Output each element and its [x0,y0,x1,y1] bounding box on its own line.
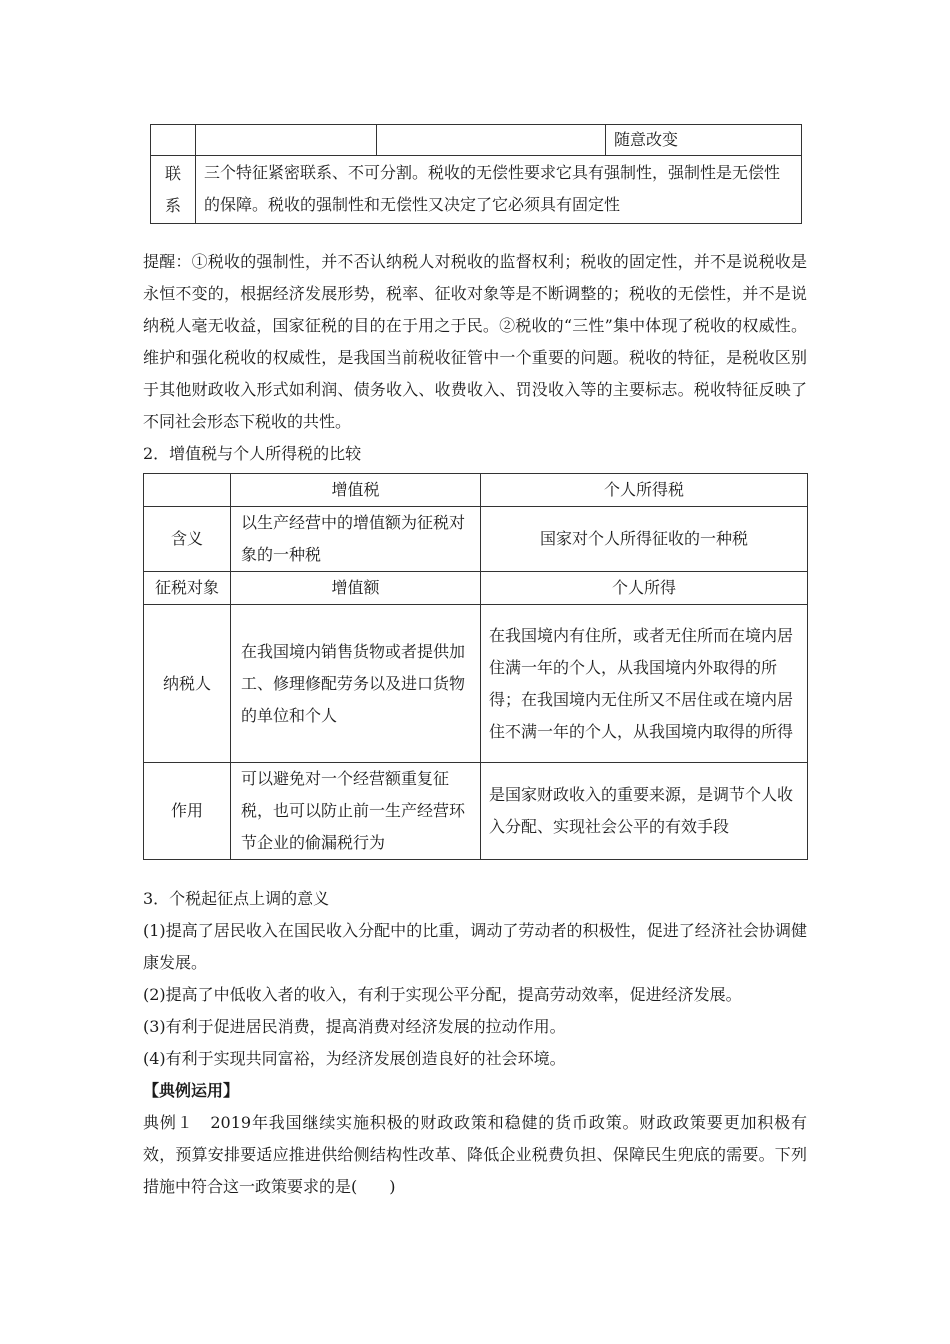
table-row [144,572,808,605]
row-label: 纳税人 [144,605,231,763]
section-3-item: (3)有利于促进居民消费，提高消费对经济发展的拉动作用。 [143,1017,566,1036]
table-row [151,156,802,224]
table-cell [377,125,606,156]
vat-cell: 增值额 [231,572,481,605]
vat-vs-pit-table [143,473,808,860]
tax-features-table [150,124,802,224]
pit-cell: 个人所得 [481,572,808,605]
lianxi-label: 联 系 [151,156,196,224]
row-label: 作用 [144,763,231,860]
section-3-item: (4)有利于实现共同富裕，为经济发展创造良好的社会环境。 [143,1049,566,1068]
table-header-cell: 增值税 [231,474,481,507]
table-row [151,125,802,156]
row-label: 含义 [144,507,231,572]
vat-cell: 以生产经营中的增值额为征税对象的一种税 [231,507,481,572]
table-cell: 随意改变 [606,125,802,156]
table-header-row [144,474,808,507]
vat-cell: 在我国境内销售货物或者提供加工、修理修配劳务以及进口货物的单位和个人 [231,605,481,763]
table-header-cell: 个人所得税 [481,474,808,507]
table-cell [151,125,196,156]
section-3-item: (1)提高了居民收入在国民收入分配中的比重，调动了劳动者的积极性，促进了经济社会协调健康发展。 [143,921,807,972]
section-2-title: 2．增值税与个人所得税的比较 [143,444,362,463]
tip-paragraph: 提醒：①税收的强制性，并不否认纳税人对税收的监督权利；税收的固定性，并不是说税收是永恒不变的，根据经济发展形势，税率、征收对象等是不断调整的；税收的无偿性，并不是说纳税人毫无收益，国家征税的目的在于用之于民。②税收的“三性”集中体现了税收的权威性。维护和强化税收的权威性，是我国当前税收征管中一个重要的问题。税收的特征，是税收区别于其他财政收入形式如利润、债务收入、收费收入、罚没收入等的主要标志。税收特征反映了不同社会形态下税收的共性。 [143,252,807,431]
section-3-item: (2)提高了中低收入者的收入，有利于实现公平分配，提高劳动效率，促进经济发展。 [143,985,742,1004]
pit-cell: 是国家财政收入的重要来源，是调节个人收入分配、实现社会公平的有效手段 [481,763,808,860]
lianxi-text: 三个特征紧密联系、不可分割。税收的无偿性要求它具有强制性，强制性是无偿性的保障。税收的强制性和无偿性又决定了它必须具有固定性 [196,156,802,224]
pit-cell: 在我国境内有住所，或者无住所而在境内居住满一年的个人，从我国境内外取得的所得；在我国境内无住所又不居住或在境内居住不满一年的个人，从我国境内取得的所得 [481,605,808,763]
vat-cell: 可以避免对一个经营额重复征税，也可以防止前一生产经营环节企业的偷漏税行为 [231,763,481,860]
table-row [144,763,808,860]
table-row [144,507,808,572]
table-header-cell [144,474,231,507]
table-row [144,605,808,763]
pit-cell: 国家对个人所得征收的一种税 [481,507,808,572]
section-3-title: 3．个税起征点上调的意义 [143,889,330,908]
example-1: 典例１ 2019年我国继续实施积极的财政政策和稳健的货币政策。财政政策要更加积极有效，预算安排要适应推进供给侧结构性改革、降低企业税费负担、保障民生兜底的需要。下列措施中符合这一政策要求的是( ) [143,1113,807,1196]
row-label: 征税对象 [144,572,231,605]
table-cell [196,125,377,156]
example-heading: 【典例运用】 [143,1081,240,1100]
